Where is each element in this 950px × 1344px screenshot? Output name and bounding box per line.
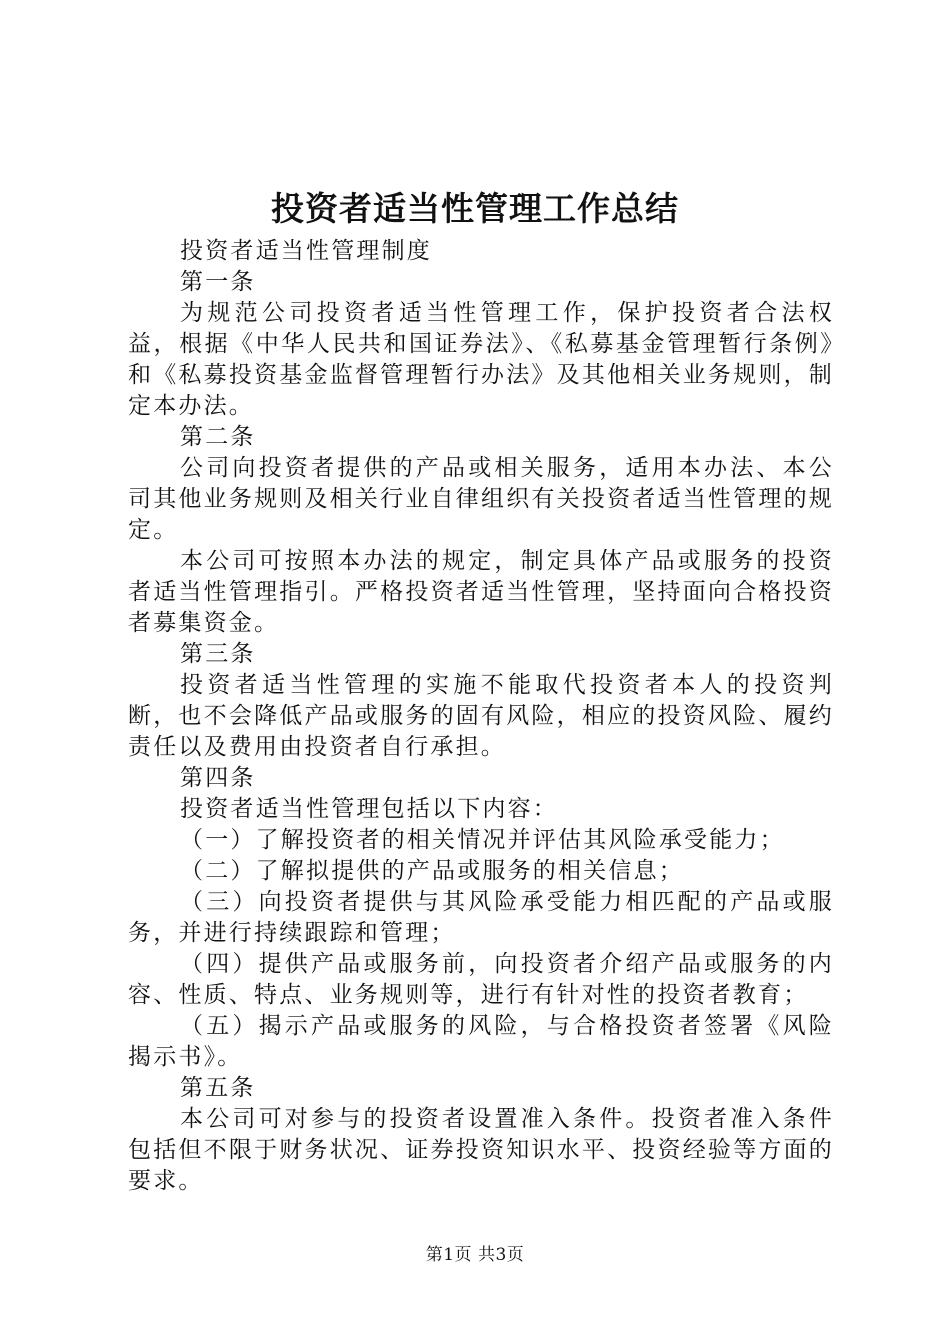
article-4-item-2: （二）了解拟提供的产品或服务的相关信息；: [180, 858, 684, 884]
article-2-text-2: 本公司可按照本办法的规定，制定具体产品或服务的投资者适当性管理指引。严格投资者适当性管理，坚持面向合格投资者募集资金。: [128, 548, 834, 636]
article-5-text: 本公司可对参与的投资者设置准入条件。投资者准入条件包括但不限于财务状况、证券投资知识水平、投资经验等方面的要求。: [128, 1106, 834, 1194]
article-4-item-5: （五）揭示产品或服务的风险，与合格投资者签署《风险揭示书》。: [128, 1013, 834, 1070]
article-2-text-1: 公司向投资者提供的产品或相关服务，适用本办法、本公司其他业务规则及相关行业自律组织有关投资者适当性管理的规定。: [128, 455, 834, 543]
page-number-footer: 第1页 共3页: [425, 1245, 525, 1265]
article-3-text: 投资者适当性管理的实施不能取代投资者本人的投资判断，也不会降低产品或服务的固有风险，相应的投资风险、履约责任以及费用由投资者自行承担。: [128, 672, 834, 760]
article-4-item-4: （四）提供产品或服务前，向投资者介绍产品或服务的内容、性质、特点、业务规则等，进行有针对性的投资者教育；: [128, 951, 834, 1008]
article-3-label: 第三条: [180, 641, 256, 667]
article-2-label: 第二条: [180, 424, 256, 450]
article-1-text: 为规范公司投资者适当性管理工作，保护投资者合法权益，根据《中华人民共和国证券法》、《私募基金管理暂行条例》和《私募投资基金监督管理暂行办法》及其他相关业务规则，制定本办法。: [128, 300, 834, 419]
article-5-label: 第五条: [180, 1075, 256, 1101]
document-body: [128, 236, 834, 1197]
article-4-item-1: （一）了解投资者的相关情况并评估其风险承受能力；: [180, 827, 785, 853]
document-title: 投资者适当性管理工作总结: [271, 189, 679, 228]
article-1-label: 第一条: [180, 269, 256, 295]
article-4-intro: 投资者适当性管理包括以下内容：: [180, 796, 558, 822]
paragraph-heading: 投资者适当性管理制度: [180, 238, 432, 264]
article-4-item-3: （三）向投资者提供与其风险承受能力相匹配的产品或服务，并进行持续跟踪和管理；: [128, 889, 834, 946]
article-4-label: 第四条: [180, 765, 256, 791]
